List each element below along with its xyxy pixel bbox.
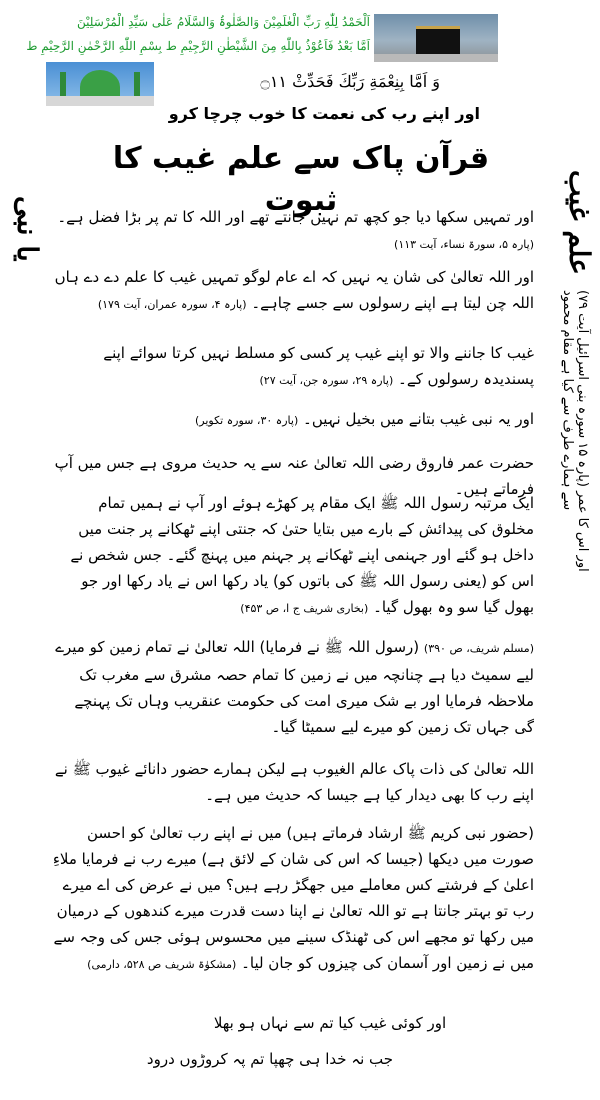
paragraph-5-text: حضرت عمر فاروق رضی اللہ تعالیٰ عنہ سے یہ حدیث مروی ہے جس میں آپ فرماتے ہیں۔	[54, 454, 534, 498]
urdu-subtitle: اور اپنے رب کی نعمت کا خوب چرچا کرو	[168, 104, 480, 123]
paragraph-7-text: (رسول اللہ ﷺ نے فرمایا) اللہ تعالیٰ نے تمام زمین کو میرے لیے سمیٹ دیا ہے چنانچہ میں نے زمین کا تمام حصہ مشرق سے مغرب تک ملاحظہ فرمایا اور بے شک میری امت کی حکومت عنقریب وہاں تک پہنچے گی جہاں تک زمین کو میرے لیے سمیٹا گیا۔	[55, 638, 534, 736]
paragraph-6-ref: (بخاری شریف ج ا، ص ۴۵۳)	[240, 602, 369, 615]
paragraph-9	[52, 820, 534, 978]
poem-line-2: جب نہ خدا ہی چھپا تم پہ کروڑوں درود	[146, 1050, 394, 1068]
side-calligraphy-left: یا نبی	[11, 196, 44, 262]
paragraph-4-text: اور یہ نبی غیب بتانے میں بخیل نہیں۔	[303, 410, 534, 428]
paragraph-4-ref: (پارہ ۳۰، سورہ تکویر)	[195, 414, 299, 427]
paragraph-2-ref: (پارہ ۴، سورہ عمران، آیت ۱۷۹)	[97, 298, 247, 311]
kaaba-ground	[374, 54, 498, 62]
paragraph-8-text: اللہ تعالیٰ کی ذات پاک عالم الغیوب ہے لیکن ہمارے حضور دانائے غیوب ﷺ نے اپنے رب کا بھی دیدار کیا ہے جیسا کہ حدیث میں ہے۔	[54, 760, 534, 804]
paragraph-3	[52, 340, 534, 394]
green-dome-image	[46, 62, 154, 106]
paragraph-2-text: اور اللہ تعالیٰ کی شان یہ نہیں کہ اے عام لوگو تمہیں غیب کا علم دے دے ہاں اللہ چن لیتا ہے اپنے رسولوں سے جسے چاہے۔	[54, 268, 534, 312]
vertical-side-note: (پارہ ۱۵ سورہ بنی اسرائیل آیت ۷۹) اور اس کا عمر سے ہمارے طرف سے کیا ہے مقام محمود	[560, 290, 590, 572]
arabic-opening-line-2: اَمَّا بَعْدُ فَاَعُوْذُ بِاللّٰهِ مِنَ الشَّیْطٰنِ الرَّجِیْمِ ط بِسْمِ اللّٰهِ الرَّحْمٰنِ الرَّحِیْمِ ط	[26, 39, 370, 53]
paragraph-7	[52, 634, 534, 740]
paragraph-4	[52, 406, 534, 434]
kaaba-image	[374, 14, 498, 62]
arabic-opening-line-1: اَلْحَمْدُ لِلّٰهِ رَبِّ الْعٰلَمِیْنَ وَالصَّلٰوۃُ وَالسَّلَامُ عَلٰی سَیِّدِ الْمُرْسَلِیْنَ	[76, 15, 370, 29]
paragraph-1-ref: (پارہ ۵، سورۃ نساء، آیت ۱۱۳)	[394, 238, 534, 251]
poem-line-1: اور کوئی غیب کیا تم سے نہاں ہو بھلا	[213, 1014, 447, 1032]
quran-ayah: وَ اَمَّا بِنِعْمَةِ رَبِّكَ فَحَدِّثْ ۝١١	[260, 72, 440, 91]
paragraph-2	[52, 264, 534, 318]
paragraph-9-ref: (مشکوٰۃ شریف ص ۵۲۸، دارمی)	[87, 958, 237, 971]
paragraph-3-text: غیب کا جاننے والا تو اپنے غیب پر کسی کو مسلط نہیں کرتا سوائے اپنے پسندیدہ رسولوں کے۔	[103, 344, 534, 388]
paragraph-8	[52, 756, 534, 808]
paragraph-7-ref: (مسلم شریف، ص ۳۹۰)	[423, 642, 534, 655]
paragraph-6-text: ایک مرتبہ رسول اللہ ﷺ ایک مقام پر کھڑے ہوئے اور آپ نے ہمیں تمام مخلوق کی پیدائش کے بارے میں بتایا حتیٰ کہ جنتی اپنے ٹھکانے پر جنت میں داخل ہو گئے اور جہنمی اپنے ٹھکانے پر جہنم میں پہنچ گئے۔ جس شخص نے اس کو (یعنی رسول اللہ ﷺ کی باتوں کو) یاد رکھا اس نے یاد رکھا اور جو بھول گیا سو وہ بھول گیا۔	[70, 494, 534, 616]
paragraph-1-text: اور تمہیں سکھا دیا جو کچھ تم نہیں جانتے تھے اور اللہ کا تم پر بڑا فضل ہے۔	[57, 208, 534, 226]
paragraph-3-ref: (پارہ ۲۹، سورہ جن، آیت ۲۷)	[259, 374, 394, 387]
paragraph-6	[52, 490, 534, 622]
paragraph-9-text: (حضور نبی کریم ﷺ ارشاد فرماتے ہیں) میں نے اپنے رب تعالیٰ کو احسن صورت میں دیکھا (جیسا کہ اس کی شان کے لائق ہے) میرے رب نے فرمایا ملاءِ اعلیٰ کے فرشتے کس معاملے میں جھگڑ رہے ہیں؟ میں نے عرض کی اے میرے رب تو بہتر جانتا ہے تو اللہ تعالیٰ نے اپنا دست قدرت میرے کندھوں کے درمیان میں رکھا تو مجھے اس کی ٹھنڈک سینے میں محسوس ہوئی جس کی وجہ سے میں نے زمین اور آسمان کی چیزوں کو جان لیا۔	[52, 824, 534, 972]
side-calligraphy-right: علم غیب	[563, 170, 596, 275]
paragraph-1	[52, 204, 534, 258]
page-title: قرآن پاک سے علم غیب کا ثبوت	[112, 141, 490, 218]
